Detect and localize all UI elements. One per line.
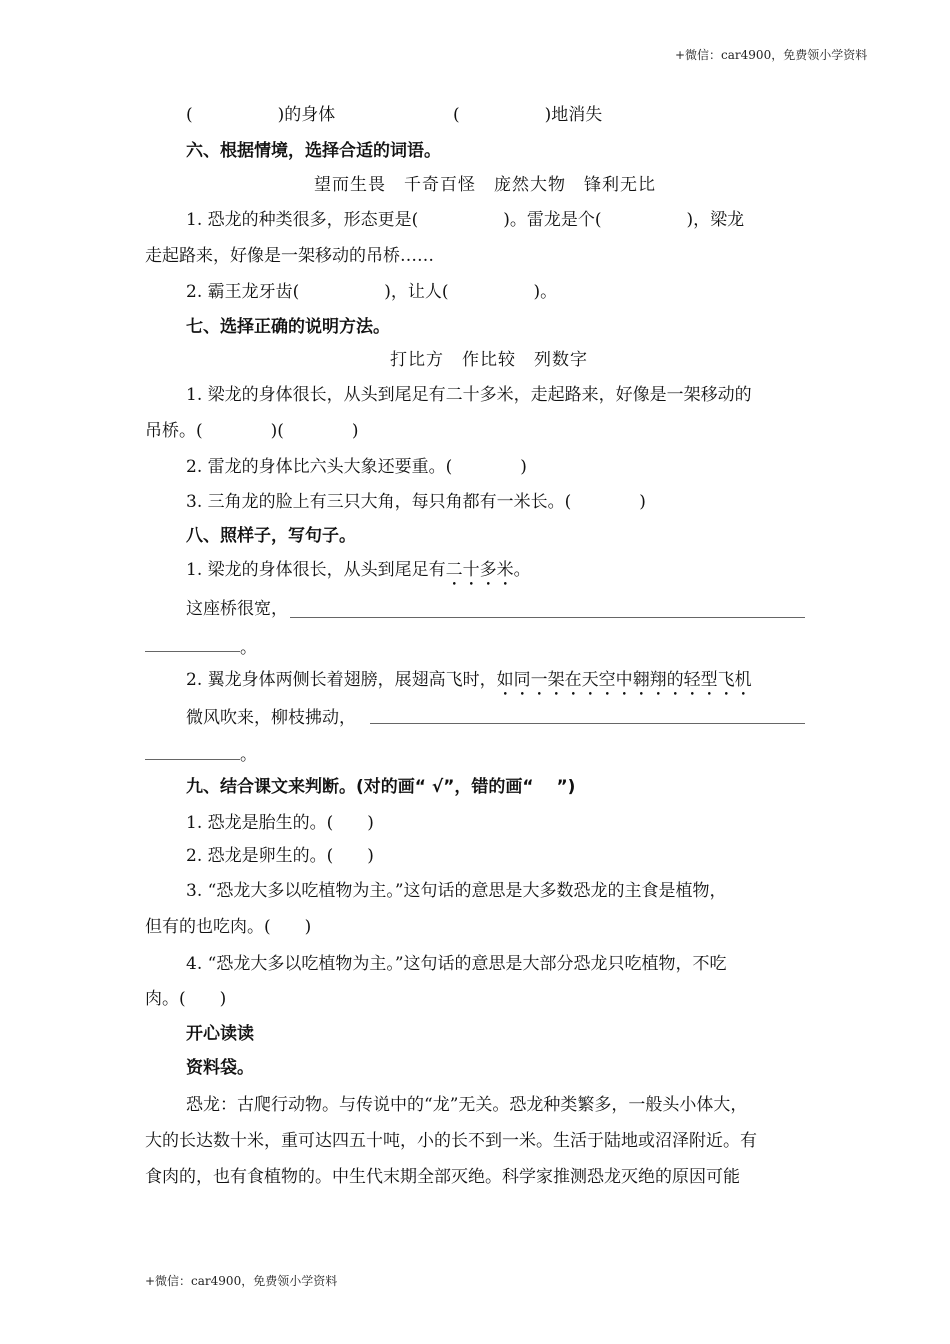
section-9-q3-line1: 3. “恐龙大多以吃植物为主。”这句话的意思是大多数恐龙的主食是植物， — [186, 881, 727, 901]
section-6-q1-line2: 走起路来，好像是一架移动的吊桥…… — [145, 246, 434, 266]
section-7-q1-line2: 吊桥。( )( ) — [145, 421, 359, 441]
section-9-q4-line1: 4. “恐龙大多以吃植物为主。”这句话的意思是大部分恐龙只吃植物，不吃 — [186, 954, 727, 974]
section-6-q1-line1: 1. 恐龙的种类很多，形态更是( )。雷龙是个( )，梁龙 — [186, 210, 745, 230]
section-8-q2-prompt: 微风吹来，柳枝拂动， — [186, 708, 356, 728]
reading-paragraph-line3: 食肉的，也有食植物的。中生代末期全部灭绝。科学家推测恐龙灭绝的原因可能 — [145, 1167, 740, 1187]
section-8-q1-text: 1. 梁龙的身体很长，从头到尾足有 — [186, 560, 446, 580]
section-9-q1: 1. 恐龙是胎生的。( ) — [186, 813, 374, 833]
reading-paragraph-line1: 恐龙：古爬行动物。与传说中的“龙”无关。恐龙种类繁多，一般头小体大， — [186, 1095, 748, 1115]
reading-paragraph-line2: 大的长达数十米，重可达四五十吨，小的长不到一米。生活于陆地或沼泽附近。有 — [145, 1131, 757, 1151]
blank-disappear: ( )地消失 — [453, 105, 603, 125]
section-8-q1-end: 。 — [513, 560, 531, 580]
section-7-q2: 2. 雷龙的身体比六头大象还要重。( ) — [186, 457, 527, 477]
section-7-q1-line1: 1. 梁龙的身体很长，从头到尾足有二十多米，走起路来，好像是一架移动的 — [186, 385, 752, 405]
answer-line[interactable] — [145, 759, 240, 760]
answer-line[interactable] — [290, 617, 805, 618]
reading-subtitle: 资料袋。 — [186, 1058, 254, 1078]
section-8-q1-prompt: 这座桥很宽， — [186, 599, 288, 619]
period: 。 — [240, 745, 257, 765]
section-6-q2: 2. 霸王龙牙齿( )，让人( )。 — [186, 282, 558, 302]
section-8-title: 八、照样子，写句子。 — [186, 526, 356, 546]
section-9-q4-line2: 肉。( ) — [145, 989, 227, 1009]
section-9-q2: 2. 恐龙是卵生的。( ) — [186, 846, 374, 866]
answer-line[interactable] — [370, 723, 805, 724]
section-7-title: 七、选择正确的说明方法。 — [186, 317, 390, 337]
section-8-q2-emphasis: 如同一架在天空中翱翔的轻型飞机 — [496, 670, 752, 690]
blank-body: ( )的身体 — [186, 105, 336, 125]
section-8-q2-text: 2. 翼龙身体两侧长着翅膀，展翅高飞时， — [186, 670, 497, 690]
page-header: +微信：car4900，免费领小学资料 — [675, 48, 868, 62]
section-8-q1-emphasis: 二十多米 — [445, 560, 514, 580]
section-9-title: 九、结合课文来判断。(对的画“ √”，错的画“ ”) — [186, 777, 576, 797]
section-7-word-bank: 打比方 作比较 列数字 — [390, 350, 588, 370]
section-7-q3: 3. 三角龙的脸上有三只大角，每只角都有一米长。( ) — [186, 492, 646, 512]
period: 。 — [240, 638, 257, 658]
section-6-title: 六、根据情境，选择合适的词语。 — [186, 141, 441, 161]
section-9-q3-line2: 但有的也吃肉。( ) — [145, 917, 312, 937]
page-footer: +微信：car4900，免费领小学资料 — [145, 1274, 338, 1288]
reading-title: 开心读读 — [186, 1024, 254, 1044]
section-8-q2 — [186, 668, 752, 700]
section-6-word-bank: 望而生畏 千奇百怪 庞然大物 锋利无比 — [314, 175, 656, 195]
answer-line[interactable] — [145, 651, 240, 652]
section-8-q1 — [186, 558, 531, 590]
